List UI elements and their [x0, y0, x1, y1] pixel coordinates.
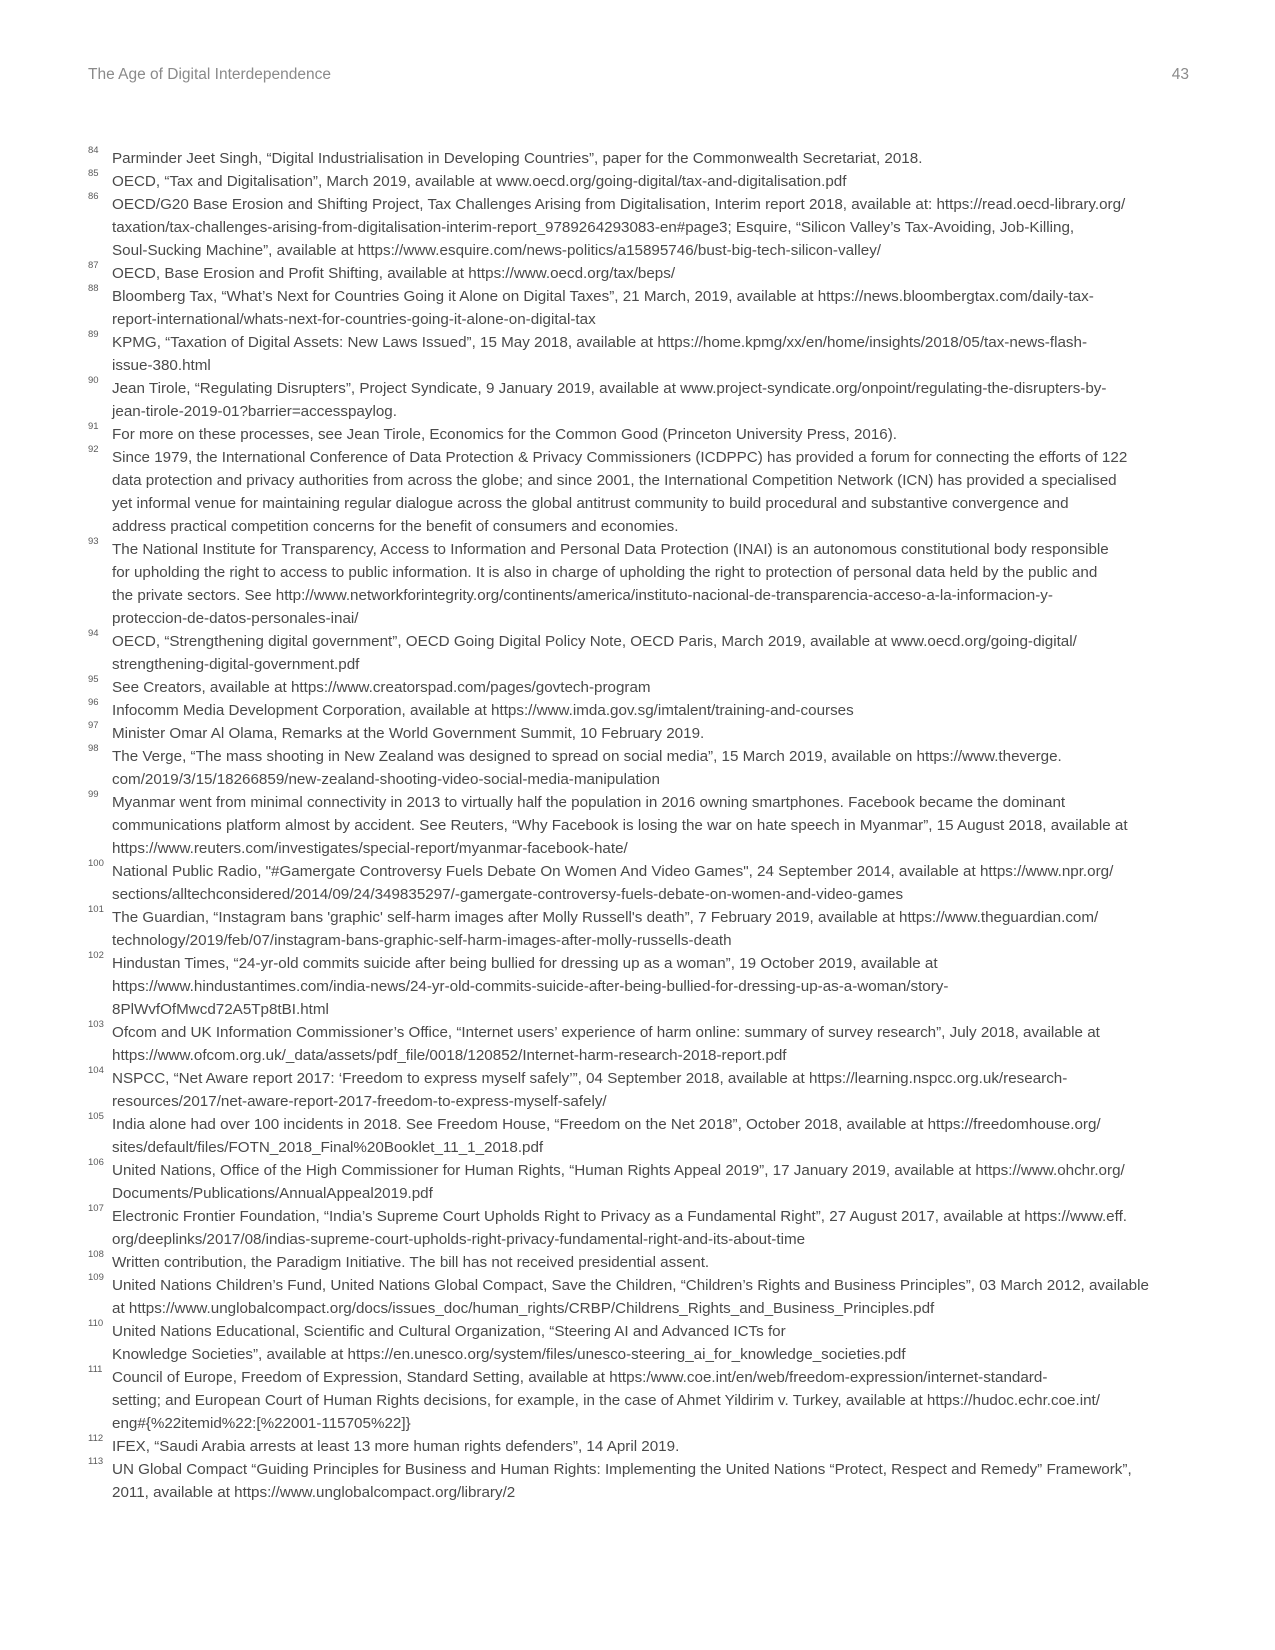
page-number: 43	[1171, 66, 1189, 83]
footnote-line: Hindustan Times, “24-yr-old commits suicide after being bullied for dressing up as a woman”, 19 October 2019, available at	[112, 955, 938, 972]
footnote-line: proteccion-de-datos-personales-inai/	[112, 610, 359, 627]
footnote-line: sections/alltechconsidered/2014/09/24/349835297/-gamergate-controversy-fuels-debate-on-women-and-video-games	[112, 886, 904, 903]
footnote-line: com/2019/3/15/18266859/new-zealand-shooting-video-social-media-manipulation	[112, 771, 660, 788]
footnote	[88, 446, 1190, 538]
footnote-line: org/deeplinks/2017/08/indias-supreme-court-upholds-right-privacy-fundamental-right-and-its-about-time	[112, 1231, 806, 1248]
footnote-number: 98	[88, 743, 99, 754]
footnote-line: data protection and privacy authorities from across the globe; and since 2001, the International Competition Network (ICN) has provided a specialised	[112, 472, 1117, 489]
footnote	[88, 630, 1190, 676]
footnote	[88, 1205, 1190, 1251]
footnote-number: 99	[88, 789, 99, 800]
footnote	[88, 952, 1190, 1021]
footnote-line: Documents/Publications/AnnualAppeal2019.pdf	[112, 1185, 433, 1202]
footnote-line: United Nations, Office of the High Commissioner for Human Rights, “Human Rights Appeal 2019”, 17 January 2019, available at https://www.ohchr.org/	[112, 1162, 1125, 1179]
footnote	[88, 193, 1190, 262]
footnote-line: The National Institute for Transparency, Access to Information and Personal Data Protection (INAI) is an autonomous constitutional body responsible	[112, 541, 1109, 558]
footnote-line: Myanmar went from minimal connectivity in 2013 to virtually half the population in 2016 owning smartphones. Facebook became the dominant	[112, 794, 1066, 811]
running-title: The Age of Digital Interdependence	[88, 66, 332, 83]
footnote-line: Bloomberg Tax, “What’s Next for Countries Going it Alone on Digital Taxes”, 21 March, 2019, available at https://news.bloombergtax.com/daily-tax-	[112, 288, 1094, 305]
footnote-line: OECD/G20 Base Erosion and Shifting Project, Tax Challenges Arising from Digitalisation, Interim report 2018, available at: https://read.oecd-library.org/	[112, 196, 1126, 213]
footnote-line: Written contribution, the Paradigm Initiative. The bill has not received presidential assent.	[112, 1254, 710, 1271]
footnote-number: 95	[88, 674, 99, 685]
footnote-line: National Public Radio, "#Gamergate Controversy Fuels Debate On Women And Video Games", 24 September 2014, available at https://www.npr.org/	[112, 863, 1114, 880]
footnote	[88, 262, 1190, 285]
footnote	[88, 377, 1190, 423]
footnote-number: 89	[88, 329, 99, 340]
footnote-line: issue-380.html	[112, 357, 211, 374]
footnote-line: address practical competition concerns for the benefit of consumers and economies.	[112, 518, 679, 535]
footnote-line: UN Global Compact “Guiding Principles for Business and Human Rights: Implementing the United Nations “Protect, Respect and Remedy” Framework”,	[112, 1461, 1132, 1478]
footnote	[88, 906, 1190, 952]
footnote	[88, 331, 1190, 377]
footnote	[88, 745, 1190, 791]
footnote-line: Minister Omar Al Olama, Remarks at the World Government Summit, 10 February 2019.	[112, 725, 705, 742]
footnote-number: 94	[88, 628, 99, 639]
footnote-line: Ofcom and UK Information Commissioner’s Office, “Internet users’ experience of harm online: summary of survey research”, July 2018, available at	[112, 1024, 1100, 1041]
footnote-line: India alone had over 100 incidents in 2018. See Freedom House, “Freedom on the Net 2018”, October 2018, available at https://freedomhouse.org/	[112, 1116, 1101, 1133]
footnote-line: setting; and European Court of Human Rights decisions, for example, in the case of Ahmet Yildirim v. Turkey, available at https://hudoc.echr.coe.int/	[112, 1392, 1100, 1409]
footnote	[88, 1458, 1190, 1504]
footnote-number: 88	[88, 283, 99, 294]
footnote-number: 92	[88, 444, 99, 455]
footnote	[88, 1159, 1190, 1205]
footnote	[88, 1113, 1190, 1159]
footnote	[88, 538, 1190, 630]
footnote-line: United Nations Educational, Scientific and Cultural Organization, “Steering AI and Advanced ICTs for	[112, 1323, 786, 1340]
footnote-line: jean-tirole-2019-01?barrier=accesspaylog.	[112, 403, 397, 420]
footnote-line: Since 1979, the International Conference of Data Protection & Privacy Commissioners (ICDPPC) has provided a forum for connecting the efforts of 122	[112, 449, 1128, 466]
footnote-line: https://www.reuters.com/investigates/special-report/myanmar-facebook-hate/	[112, 840, 628, 857]
footnote-number: 106	[88, 1157, 104, 1168]
footnote-line: OECD, Base Erosion and Profit Shifting, available at https://www.oecd.org/tax/beps/	[112, 265, 676, 282]
footnote-line: at https://www.unglobalcompact.org/docs/issues_doc/human_rights/CRBP/Childrens_Rights_and_Business_Principles.pdf	[112, 1300, 935, 1317]
footnote-number: 108	[88, 1249, 104, 1260]
footnote	[88, 147, 1190, 170]
footnote	[88, 1021, 1190, 1067]
footnote-line: Knowledge Societies”, available at https://en.unesco.org/system/files/unesco-steering_ai_for_knowledge_societies.pdf	[112, 1346, 906, 1363]
footnote-line: https://www.ofcom.org.uk/_data/assets/pdf_file/0018/120852/Internet-harm-research-2018-report.pdf	[112, 1047, 787, 1064]
footnote-line: KPMG, “Taxation of Digital Assets: New Laws Issued”, 15 May 2018, available at https://home.kpmg/xx/en/home/insights/2018/05/tax-news-flash-	[112, 334, 1088, 351]
footnote-number: 110	[88, 1318, 104, 1329]
footnote-number: 104	[88, 1065, 104, 1076]
footnote-number: 85	[88, 168, 99, 179]
footnote-line: Council of Europe, Freedom of Expression, Standard Setting, available at https:/www.coe.int/en/web/freedom-expression/internet-standard-	[112, 1369, 1048, 1386]
footnote-number: 84	[88, 145, 99, 156]
footnote-number: 100	[88, 858, 104, 869]
footnote-line: OECD, “Strengthening digital government”, OECD Going Digital Policy Note, OECD Paris, March 2019, available at www.oecd.org/going-digital/	[112, 633, 1077, 650]
footnote-line: IFEX, “Saudi Arabia arrests at least 13 more human rights defenders”, 14 April 2019.	[112, 1438, 680, 1455]
footnote-line: https://www.hindustantimes.com/india-news/24-yr-old-commits-suicide-after-being-bullied-for-dressing-up-as-a-woman/story-	[112, 978, 949, 995]
footnote-number: 107	[88, 1203, 104, 1214]
footnote-number: 97	[88, 720, 99, 731]
footnote-line: Jean Tirole, “Regulating Disrupters”, Project Syndicate, 9 January 2019, available at www.project-syndicate.org/onpoint/regulating-the-disrupters-by-	[112, 380, 1107, 397]
footnote-number: 86	[88, 191, 99, 202]
footnote-line: resources/2017/net-aware-report-2017-freedom-to-express-myself-safely/	[112, 1093, 607, 1110]
footnote-number: 96	[88, 697, 99, 708]
page-header	[88, 66, 1189, 88]
footnote	[88, 285, 1190, 331]
footnote-line: technology/2019/feb/07/instagram-bans-graphic-self-harm-images-after-molly-russells-death	[112, 932, 732, 949]
footnote-line: Parminder Jeet Singh, “Digital Industrialisation in Developing Countries”, paper for the Commonwealth Secretariat, 2018.	[112, 150, 923, 167]
footnote-line: The Guardian, “Instagram bans 'graphic' self-harm images after Molly Russell's death”, 7 February 2019, available at https://www.theguardian.com/	[112, 909, 1099, 926]
footnote	[88, 1435, 1190, 1458]
footnote-number: 105	[88, 1111, 104, 1122]
footnote-number: 87	[88, 260, 99, 271]
footnote-number: 111	[88, 1364, 103, 1375]
footnote	[88, 699, 1190, 722]
footnote-number: 109	[88, 1272, 104, 1283]
footnote-line: 2011, available at https://www.unglobalcompact.org/library/2	[112, 1484, 516, 1501]
footnote	[88, 860, 1190, 906]
footnote-line: Soul-Sucking Machine”, available at https://www.esquire.com/news-politics/a15895746/bust-big-tech-silicon-valley/	[112, 242, 882, 259]
footnote-number: 102	[88, 950, 104, 961]
footnote	[88, 1274, 1190, 1320]
footnote-number: 91	[88, 421, 99, 432]
footnotes-list	[88, 147, 1190, 1504]
footnote-number: 90	[88, 375, 99, 386]
footnote-line: report-international/whats-next-for-countries-going-it-alone-on-digital-tax	[112, 311, 596, 328]
footnote	[88, 423, 1190, 446]
footnote-line: yet informal venue for maintaining regular dialogue across the global antitrust community to build procedural and substantive convergence and	[112, 495, 1069, 512]
footnote-number: 93	[88, 536, 99, 547]
footnote-number: 101	[88, 904, 104, 915]
footnote	[88, 1251, 1190, 1274]
footnote-line: Electronic Frontier Foundation, “India’s Supreme Court Upholds Right to Privacy as a Fundamental Right”, 27 August 2017, available at https://www.eff.	[112, 1208, 1128, 1225]
footnote-line: 8PlWvfOfMwcd72A5Tp8tBI.html	[112, 1001, 329, 1018]
footnote-line: strengthening-digital-government.pdf	[112, 656, 360, 673]
footnote-line: The Verge, “The mass shooting in New Zealand was designed to spread on social media”, 15 March 2019, available on https://www.theverge.	[112, 748, 1062, 765]
footnote	[88, 791, 1190, 860]
footnote-line: the private sectors. See http://www.networkforintegrity.org/continents/america/instituto-nacional-de-transparencia-acceso-a-la-informacion-y-	[112, 587, 1053, 604]
footnote-line: eng#{%22itemid%22:[%22001-115705%22]}	[112, 1415, 411, 1432]
footnote-line: communications platform almost by accident. See Reuters, “Why Facebook is losing the war on hate speech in Myanmar”, 15 August 2018, available at	[112, 817, 1128, 834]
footnote-line: Infocomm Media Development Corporation, available at https://www.imda.gov.sg/imtalent/training-and-courses	[112, 702, 854, 719]
footnote	[88, 1320, 1190, 1366]
footnote-number: 113	[88, 1456, 104, 1467]
footnote	[88, 170, 1190, 193]
footnote-line: NSPCC, “Net Aware report 2017: ‘Freedom to express myself safely’”, 04 September 2018, available at https://learning.nspcc.org.uk/research-	[112, 1070, 1068, 1087]
footnote-line: United Nations Children’s Fund, United Nations Global Compact, Save the Children, “Children’s Rights and Business Principles”, 03 March 2012, available	[112, 1277, 1149, 1294]
footnote-number: 103	[88, 1019, 104, 1030]
footnote-line: taxation/tax-challenges-arising-from-digitalisation-interim-report_9789264293083-en#page3; Esquire, “Silicon Valley’s Tax-Avoiding, Job-Killing,	[112, 219, 1075, 236]
footnote-line: for upholding the right to access to public information. It is also in charge of upholding the right to protection of personal data held by the public and	[112, 564, 1098, 581]
footnote	[88, 1366, 1190, 1435]
footnote-line: See Creators, available at https://www.creatorspad.com/pages/govtech-program	[112, 679, 651, 696]
footnote-line: OECD, “Tax and Digitalisation”, March 2019, available at www.oecd.org/going-digital/tax-and-digitalisation.pdf	[112, 173, 847, 190]
footnote-line: sites/default/files/FOTN_2018_Final%20Booklet_11_1_2018.pdf	[112, 1139, 544, 1156]
footnote-number: 112	[88, 1433, 104, 1444]
footnote	[88, 722, 1190, 745]
footnote	[88, 1067, 1190, 1113]
footnote-line: For more on these processes, see Jean Tirole, Economics for the Common Good (Princeton University Press, 2016).	[112, 426, 898, 443]
footnote	[88, 676, 1190, 699]
